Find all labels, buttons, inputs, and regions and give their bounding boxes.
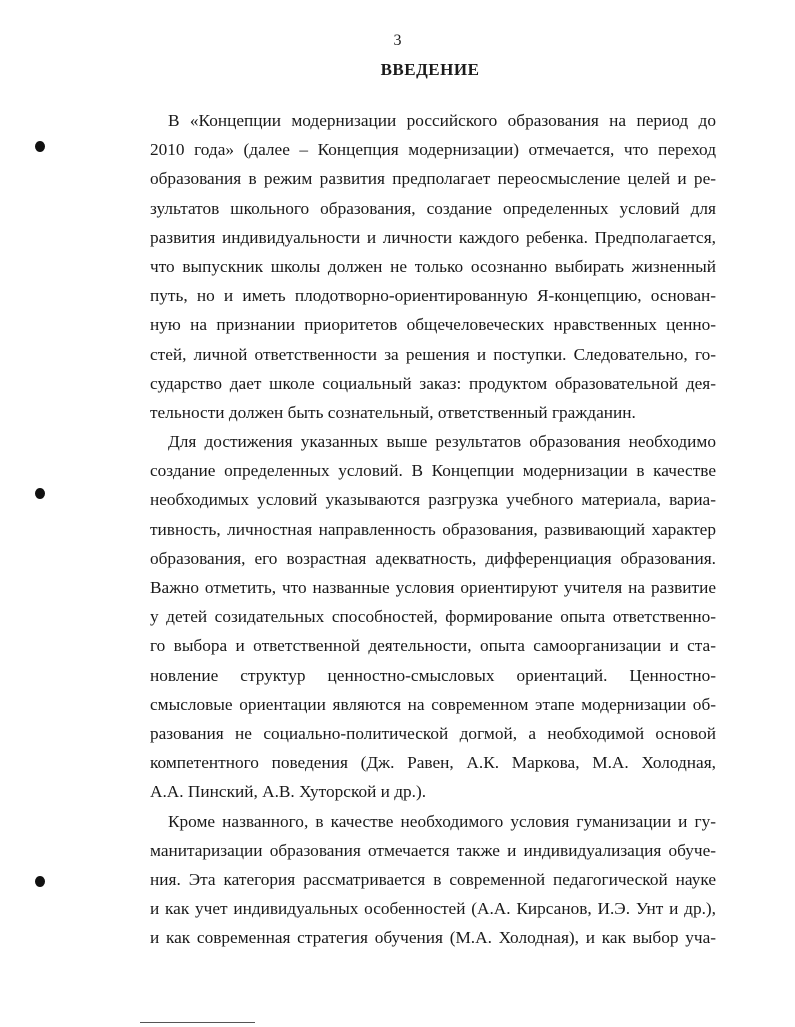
text-line: разования не социально-политической догмой, а необходимой основой <box>150 723 716 743</box>
text-line: Важно отметить, что названные условия ориентируют учителя на развитие <box>150 578 716 597</box>
text-line: Для достижения указанных выше результатов образования необходимо <box>168 432 716 452</box>
punch-hole-middle <box>35 488 45 499</box>
text-line: у детей созидательных способностей, формирование опыта ответственно- <box>150 607 716 627</box>
text-line: зультатов школьного образования, создание определенных условий для <box>150 198 716 218</box>
paragraph <box>150 427 716 806</box>
text-line: образования в режим развития предполагает переосмысление целей и ре- <box>150 169 716 189</box>
page-title: ВВЕДЕНИЕ <box>380 60 480 79</box>
punch-hole-top <box>35 141 45 152</box>
text-line: создание определенных условий. В Концепции модернизации в качестве <box>150 461 716 481</box>
text-line: что выпускник школы должен не только осознанно выбирать жизненный <box>150 256 716 276</box>
text-line: и как учет индивидуальных особенностей (А.А. Кирсанов, И.Э. Унт и др.), <box>150 899 716 919</box>
text-line: Кроме названного, в качестве необходимого условия гуманизации и гу- <box>168 811 716 831</box>
text-line: смысловые ориентации являются на современном этапе модернизации об- <box>150 694 716 714</box>
paragraph <box>150 807 716 953</box>
text-line: стей, личной ответственности за решения и поступки. Следовательно, го- <box>150 344 716 364</box>
text-line: необходимых условий указываются разгрузка учебного материала, вариа- <box>150 490 716 510</box>
text-line: образования, его возрастная адекватность, дифференциация образования. <box>150 548 716 568</box>
text-line: тельности должен быть сознательный, ответственный гражданин. <box>150 402 636 422</box>
text-line: и как современная стратегия обучения (М.А. Холодная), и как выбор уча- <box>150 928 716 948</box>
body-text <box>150 106 716 952</box>
text-line: развития индивидуальности и личности каждого ребенка. Предполагается, <box>150 227 716 247</box>
text-line: А.А. Пинский, А.В. Хуторской и др.). <box>150 782 427 802</box>
text-line: го выбора и ответственной деятельности, опыта самоорганизации и ста- <box>150 636 716 656</box>
page-number: 3 <box>393 32 402 49</box>
text-line: 2010 года» (далее – Концепция модернизации) отмечается, что переход <box>150 140 716 160</box>
text-line: путь, но и иметь плодотворно-ориентированную Я-концепцию, основан- <box>150 286 716 306</box>
text-line: тивность, личностная направленность образования, развивающий характер <box>150 519 716 539</box>
text-line: манитаризации образования отмечается также и индивидуализация обуче- <box>150 840 716 860</box>
text-line: новление структур ценностно-смысловых ориентаций. Ценностно- <box>150 665 716 685</box>
text-line: сударство дает школе социальный заказ: продуктом образовательной дея- <box>150 373 716 393</box>
text-line: компетентного поведения (Дж. Равен, А.К. Маркова, М.А. Холодная, <box>150 753 716 773</box>
text-line: В «Концепции модернизации российского образования на период до <box>168 111 716 130</box>
text-line: ную на признании приоритетов общечеловеческих нравственных ценно- <box>150 315 716 335</box>
text-line: ния. Эта категория рассматривается в современной педагогической науке <box>150 869 716 889</box>
footnote-separator <box>140 1022 255 1023</box>
paragraph <box>150 106 716 427</box>
punch-hole-bottom <box>35 876 45 887</box>
